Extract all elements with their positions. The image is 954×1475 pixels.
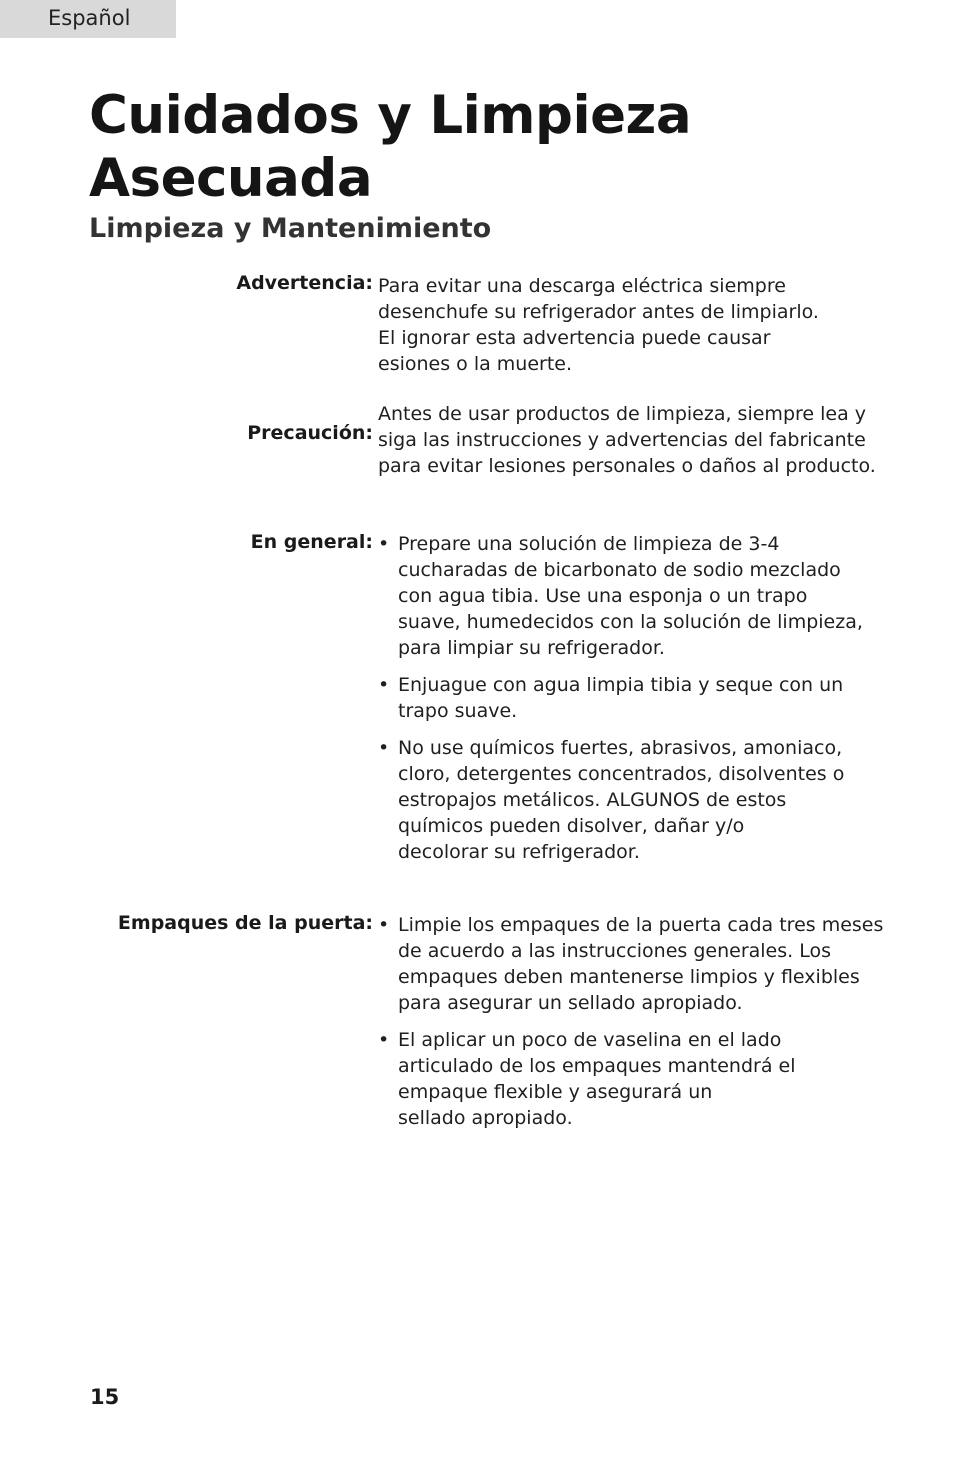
caution-line: Antes de usar productos de limpieza, siempre lea y <box>378 403 867 425</box>
list-item-line: estropajos metálicos. ALGUNOS de estos <box>398 789 787 811</box>
list-item <box>378 531 898 661</box>
list-item-line: para asegurar un sellado apropiado. <box>398 992 743 1014</box>
list-item <box>378 735 898 865</box>
list-item-line: No use químicos fuertes, abrasivos, amoniaco, <box>398 737 843 759</box>
page-number: 15 <box>90 1385 120 1409</box>
language-tab <box>0 0 176 38</box>
general-bullet-list <box>378 531 898 876</box>
door-gaskets-bullet-list <box>378 912 898 1142</box>
warning-line: Para evitar una descarga eléctrica siempre <box>378 275 786 297</box>
section-subtitle: Limpieza y Mantenimiento <box>89 213 492 244</box>
list-item-line: empaques deben mantenerse limpios y flexibles <box>398 966 860 988</box>
bullet-icon: • <box>378 533 390 555</box>
language-label: Español <box>48 6 131 30</box>
list-item-line: con agua tibia. Use una esponja o un trapo <box>398 585 808 607</box>
warning-line: El ignorar esta advertencia puede causar <box>378 327 771 349</box>
bullet-icon: • <box>378 914 390 936</box>
list-item-line: decolorar su refrigerador. <box>398 841 640 863</box>
list-item-line: cloro, detergentes concentrados, disolventes o <box>398 763 845 785</box>
caution-text <box>378 401 878 479</box>
list-item-line: químicos pueden disolver, dañar y/o <box>398 815 745 837</box>
list-item-line: empaque flexible y asegurará un <box>398 1081 713 1103</box>
list-item-line: Prepare una solución de limpieza de 3-4 <box>398 533 780 555</box>
list-item <box>378 912 898 1016</box>
caution-label: Precaución: <box>247 422 373 444</box>
caution-line: siga las instrucciones y advertencias del fabricante <box>378 429 866 451</box>
list-item-line: Enjuague con agua limpia tibia y seque con un <box>398 674 844 696</box>
warning-text <box>378 273 878 377</box>
page-title-line-1: Cuidados y Limpieza <box>89 85 692 146</box>
page-title <box>89 84 691 210</box>
list-item-line: El aplicar un poco de vaselina en el lado <box>398 1029 782 1051</box>
general-label: En general: <box>250 531 373 553</box>
bullet-icon: • <box>378 674 390 696</box>
list-item-line: Limpie los empaques de la puerta cada tres meses <box>398 914 884 936</box>
list-item-line: suave, humedecidos con la solución de limpieza, <box>398 611 863 633</box>
list-item-line: sellado apropiado. <box>398 1107 573 1129</box>
door-gaskets-label: Empaques de la puerta: <box>117 912 373 934</box>
list-item-line: trapo suave. <box>398 700 518 722</box>
warning-label: Advertencia: <box>236 272 373 294</box>
bullet-icon: • <box>378 737 390 759</box>
warning-line: desenchufe su refrigerador antes de limpiarlo. <box>378 301 819 323</box>
caution-line: para evitar lesiones personales o daños al producto. <box>378 455 876 477</box>
list-item <box>378 1027 898 1131</box>
list-item-line: cucharadas de bicarbonato de sodio mezclado <box>398 559 841 581</box>
bullet-icon: • <box>378 1029 390 1051</box>
list-item-line: de acuerdo a las instrucciones generales. Los <box>398 940 832 962</box>
page-title-line-2: Asecuada <box>89 148 373 209</box>
list-item <box>378 672 898 724</box>
list-item-line: para limpiar su refrigerador. <box>398 637 665 659</box>
warning-line: esiones o la muerte. <box>378 353 573 375</box>
list-item-line: articulado de los empaques mantendrá el <box>398 1055 796 1077</box>
